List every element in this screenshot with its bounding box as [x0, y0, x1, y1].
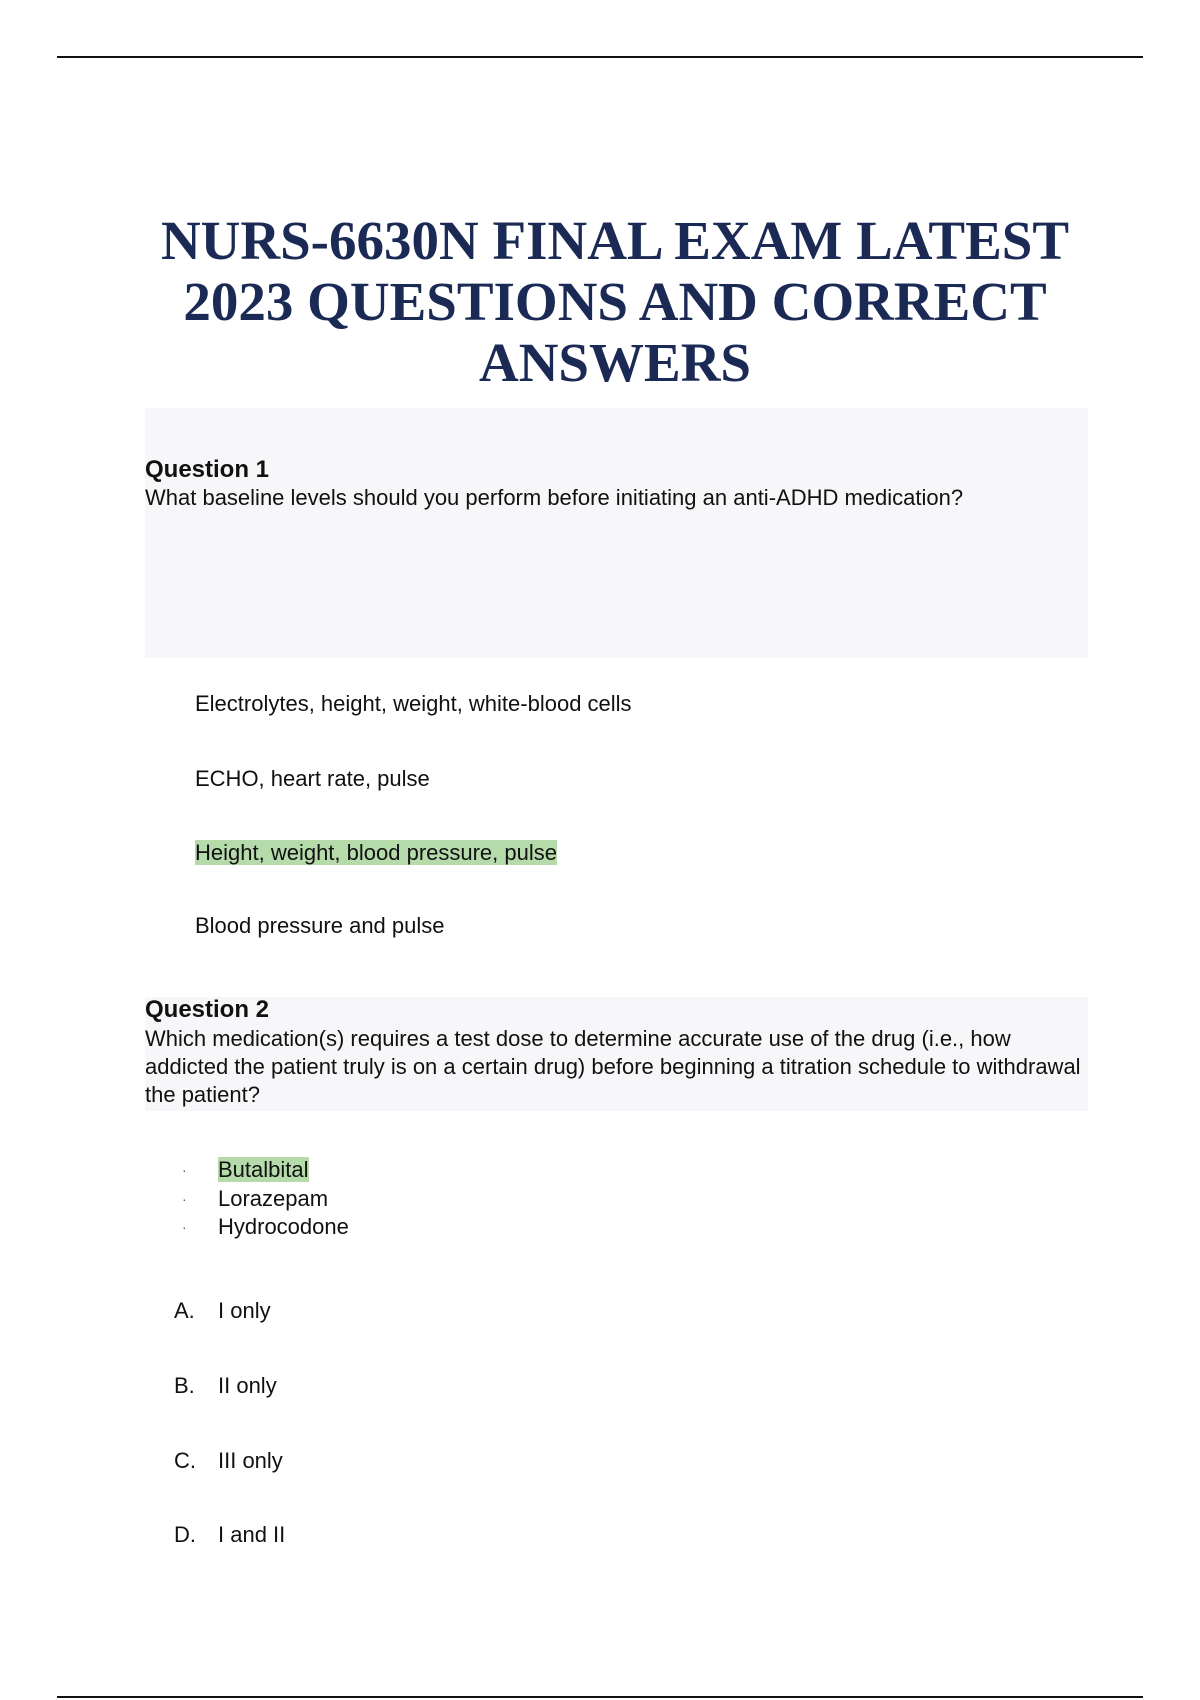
question-1-heading: Question 1	[145, 456, 270, 483]
question-1-option-2	[195, 765, 430, 793]
top-rule	[57, 56, 1143, 58]
bullet-marker: ·	[182, 1162, 187, 1178]
question-1-box	[145, 408, 1088, 658]
option-text: ECHO, heart rate, pulse	[195, 766, 430, 791]
choice-text: I only	[218, 1298, 271, 1323]
question-2-choice-b	[174, 1372, 277, 1400]
option-text: Electrolytes, height, weight, white-blood cells	[195, 691, 632, 716]
question-1-option-3-correct	[195, 839, 557, 867]
choice-text: III only	[218, 1448, 283, 1473]
bullet-marker: ·	[182, 1190, 187, 1207]
question-2-heading: Question 2	[145, 996, 270, 1023]
list-item-text: Hydrocodone	[218, 1214, 349, 1239]
choice-text: I and II	[218, 1522, 286, 1547]
bottom-rule	[57, 1696, 1143, 1698]
choice-text: II only	[218, 1373, 277, 1398]
list-item	[182, 1185, 349, 1214]
question-2-choice-d	[174, 1521, 285, 1549]
question-2-choice-c	[174, 1447, 283, 1475]
option-text: Blood pressure and pulse	[195, 913, 445, 938]
document-title: NURS-6630N FINAL EXAM LATEST 2023 QUESTIONS AND CORRECT ANSWERS	[160, 210, 1070, 393]
choice-letter: A.	[174, 1298, 195, 1323]
list-item-text-highlighted: Butalbital	[218, 1157, 309, 1182]
choice-letter: D.	[174, 1522, 196, 1547]
question-2-text: Which medication(s) requires a test dose to determine accurate use of the drug (i.e., how addicted the patient truly is on a certain drug) before beginning a titration schedule to withdrawal the patient?	[145, 1026, 1081, 1107]
option-text-highlighted: Height, weight, blood pressure, pulse	[195, 840, 557, 865]
question-1-text: What baseline levels should you perform before initiating an anti-ADHD medication?	[145, 485, 964, 510]
bullet-marker: ·	[182, 1219, 187, 1235]
list-item-text: Lorazepam	[218, 1185, 329, 1211]
list-item	[182, 1213, 349, 1242]
question-2-item-list	[182, 1156, 349, 1242]
choice-letter: C.	[174, 1448, 196, 1473]
list-item	[182, 1156, 349, 1185]
question-1-option-1	[195, 690, 632, 718]
question-2-choice-a	[174, 1297, 271, 1325]
question-1-option-4	[195, 912, 445, 940]
choice-letter: B.	[174, 1373, 195, 1398]
